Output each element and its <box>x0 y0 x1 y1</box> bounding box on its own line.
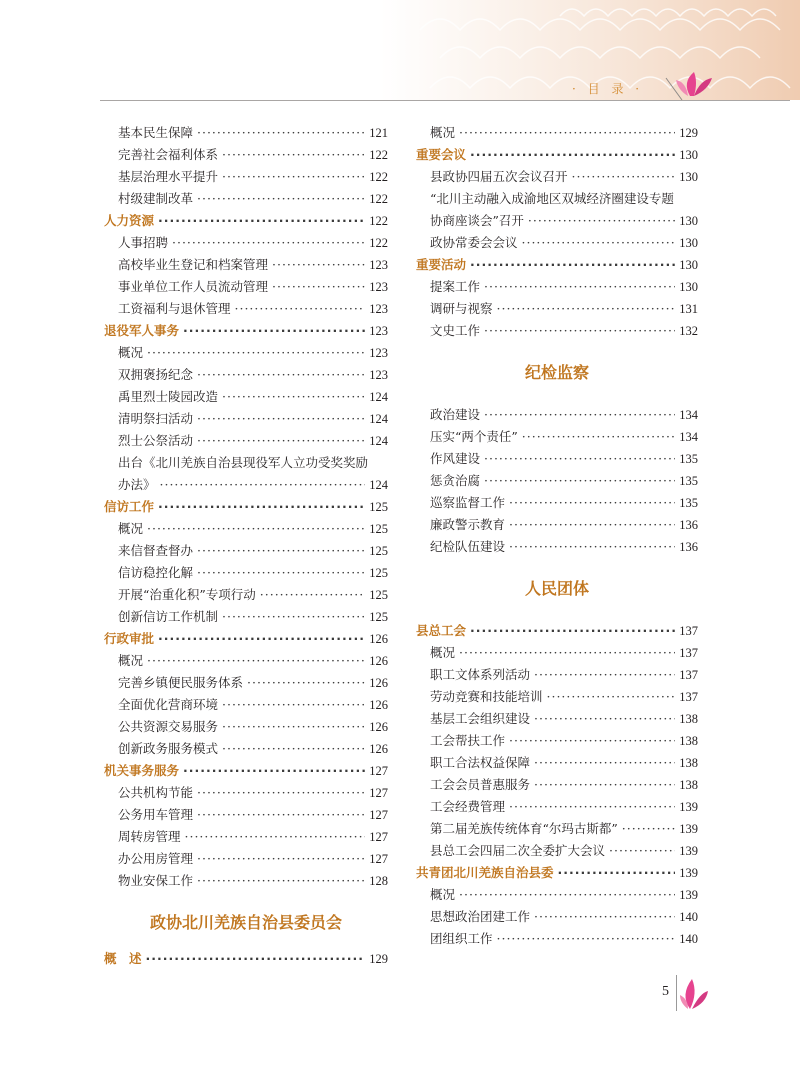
toc-entry[interactable]: 物业安保工作 ····· 128 <box>104 870 388 892</box>
chapter-heading: 人民团体 <box>524 579 589 598</box>
toc-entry[interactable]: 办法》 ····· 124 <box>104 474 388 496</box>
toc-entry[interactable]: 廉政警示教育 ····· 136 <box>416 514 698 536</box>
toc-entry[interactable]: 巡察监督工作 ····· 135 <box>416 492 698 514</box>
toc-entry[interactable]: 调研与视察 ····· 131 <box>416 298 698 320</box>
toc-entry[interactable]: 惩贪治腐 ····· 135 <box>416 470 698 492</box>
toc-entry[interactable]: 工会帮扶工作 ····· 138 <box>416 730 698 752</box>
toc-entry-line1[interactable]: “北川主动融入成渝地区双城经济圈建设专题 <box>430 191 674 206</box>
toc-entry[interactable]: 团组织工作 ····· 140 <box>416 928 698 950</box>
toc-entry[interactable]: 创新信访工作机制 ····· 125 <box>104 606 388 628</box>
toc-section[interactable]: 共青团北川羌族自治县委 ····· 139 <box>416 862 698 884</box>
toc-entry[interactable]: 村级建制改革 ····· 122 <box>104 188 388 210</box>
toc-section[interactable]: 重要活动 ····· 130 <box>416 254 698 276</box>
toc-entry[interactable]: 开展“治重化积”专项行动 ····· 125 <box>104 584 388 606</box>
toc-entry[interactable]: 第二届羌族传统体育“尔玛古斯都” ····· 139 <box>416 818 698 840</box>
toc-entry[interactable]: 职工文体系列活动 ····· 137 <box>416 664 698 686</box>
toc-entry[interactable]: 县总工会四届二次全委扩大会议 ····· 139 <box>416 840 698 862</box>
toc-entry[interactable]: 压实“两个责任” ····· 134 <box>416 426 698 448</box>
toc-entry[interactable]: 完善乡镇便民服务体系 ····· 126 <box>104 672 388 694</box>
toc-entry[interactable]: 创新政务服务模式 ····· 126 <box>104 738 388 760</box>
toc-section[interactable]: 机关事务服务 ····· 127 <box>104 760 388 782</box>
toc-entry[interactable]: 劳动竞赛和技能培训 ····· 137 <box>416 686 698 708</box>
toc-entry[interactable]: 提案工作 ····· 130 <box>416 276 698 298</box>
toc-section[interactable]: 重要会议 ····· 130 <box>416 144 698 166</box>
toc-section[interactable]: 概 述 ····· 129 <box>104 948 388 970</box>
toc-entry[interactable]: 公务用车管理 ····· 127 <box>104 804 388 826</box>
toc-entry[interactable]: 政治建设 ····· 134 <box>416 404 698 426</box>
toc-entry[interactable]: 双拥褒扬纪念 ····· 123 <box>104 364 388 386</box>
toc-entry[interactable]: 办公用房管理 ····· 127 <box>104 848 388 870</box>
toc-entry[interactable]: 概况 ····· 125 <box>104 518 388 540</box>
toc-entry[interactable]: 烈士公祭活动 ····· 124 <box>104 430 388 452</box>
toc-entry[interactable]: 完善社会福利体系 ····· 122 <box>104 144 388 166</box>
toc-section[interactable]: 县总工会 ····· 137 <box>416 620 698 642</box>
toc-entry[interactable]: 工资福利与退休管理 ····· 123 <box>104 298 388 320</box>
toc-entry[interactable]: 信访稳控化解 ····· 125 <box>104 562 388 584</box>
toc-right-column <box>416 122 698 950</box>
header-decoration <box>0 0 800 100</box>
toc-entry[interactable]: 概况 ····· 126 <box>104 650 388 672</box>
toc-entry[interactable]: 周转房管理 ····· 127 <box>104 826 388 848</box>
toc-entry[interactable]: 纪检队伍建设 ····· 136 <box>416 536 698 558</box>
wave-pattern <box>0 0 800 100</box>
page-number-divider <box>676 975 677 1011</box>
toc-section[interactable]: 信访工作 ····· 125 <box>104 496 388 518</box>
toc-entry[interactable]: 全面优化营商环境 ····· 126 <box>104 694 388 716</box>
toc-entry[interactable]: 高校毕业生登记和档案管理 ····· 123 <box>104 254 388 276</box>
toc-entry[interactable]: 概况 ····· 137 <box>416 642 698 664</box>
header-label: · 目 录 · <box>572 82 644 96</box>
toc-entry[interactable]: 作风建设 ····· 135 <box>416 448 698 470</box>
toc-entry[interactable]: 清明祭扫活动 ····· 124 <box>104 408 388 430</box>
toc-left-column <box>104 122 388 970</box>
toc-section[interactable]: 人力资源 ····· 122 <box>104 210 388 232</box>
toc-entry[interactable]: 人事招聘 ····· 122 <box>104 232 388 254</box>
toc-entry[interactable]: 基本民生保障 ····· 121 <box>104 122 388 144</box>
toc-entry[interactable]: 公共机构节能 ····· 127 <box>104 782 388 804</box>
toc-entry[interactable]: 公共资源交易服务 ····· 126 <box>104 716 388 738</box>
toc-section[interactable]: 行政审批 ····· 126 <box>104 628 388 650</box>
toc-entry[interactable]: 工会会员普惠服务 ····· 138 <box>416 774 698 796</box>
toc-entry[interactable]: 职工合法权益保障 ····· 138 <box>416 752 698 774</box>
toc-entry[interactable]: 事业单位工作人员流动管理 ····· 123 <box>104 276 388 298</box>
toc-entry[interactable]: 政协常委会会议 ····· 130 <box>416 232 698 254</box>
toc-entry-line1[interactable]: 出台《北川羌族自治县现役军人立功受奖奖励 <box>118 455 369 470</box>
toc-entry[interactable]: 基层治理水平提升 ····· 122 <box>104 166 388 188</box>
footer-flower-icon <box>680 975 708 1011</box>
toc-entry[interactable]: 协商座谈会”召开 ····· 130 <box>416 210 698 232</box>
toc-entry[interactable]: 县政协四届五次会议召开 ····· 130 <box>416 166 698 188</box>
toc-entry[interactable]: 思想政治团建工作 ····· 140 <box>416 906 698 928</box>
toc-entry[interactable]: 禹里烈士陵园改造 ····· 124 <box>104 386 388 408</box>
toc-section[interactable]: 退役军人事务 ····· 123 <box>104 320 388 342</box>
header-rule <box>100 100 790 101</box>
chapter-heading: 政协北川羌族自治县委员会 <box>149 913 342 932</box>
toc-entry[interactable]: 概况 ····· 129 <box>416 122 698 144</box>
toc-entry[interactable]: 概况 ····· 123 <box>104 342 388 364</box>
toc-entry[interactable]: 工会经费管理 ····· 139 <box>416 796 698 818</box>
toc-entry[interactable]: 概况 ····· 139 <box>416 884 698 906</box>
chapter-heading: 纪检监察 <box>524 363 589 382</box>
toc-entry[interactable]: 文史工作 ····· 132 <box>416 320 698 342</box>
toc-entry[interactable]: 来信督查督办 ····· 125 <box>104 540 388 562</box>
toc-entry[interactable]: 基层工会组织建设 ····· 138 <box>416 708 698 730</box>
page-number: 5 <box>662 984 669 999</box>
